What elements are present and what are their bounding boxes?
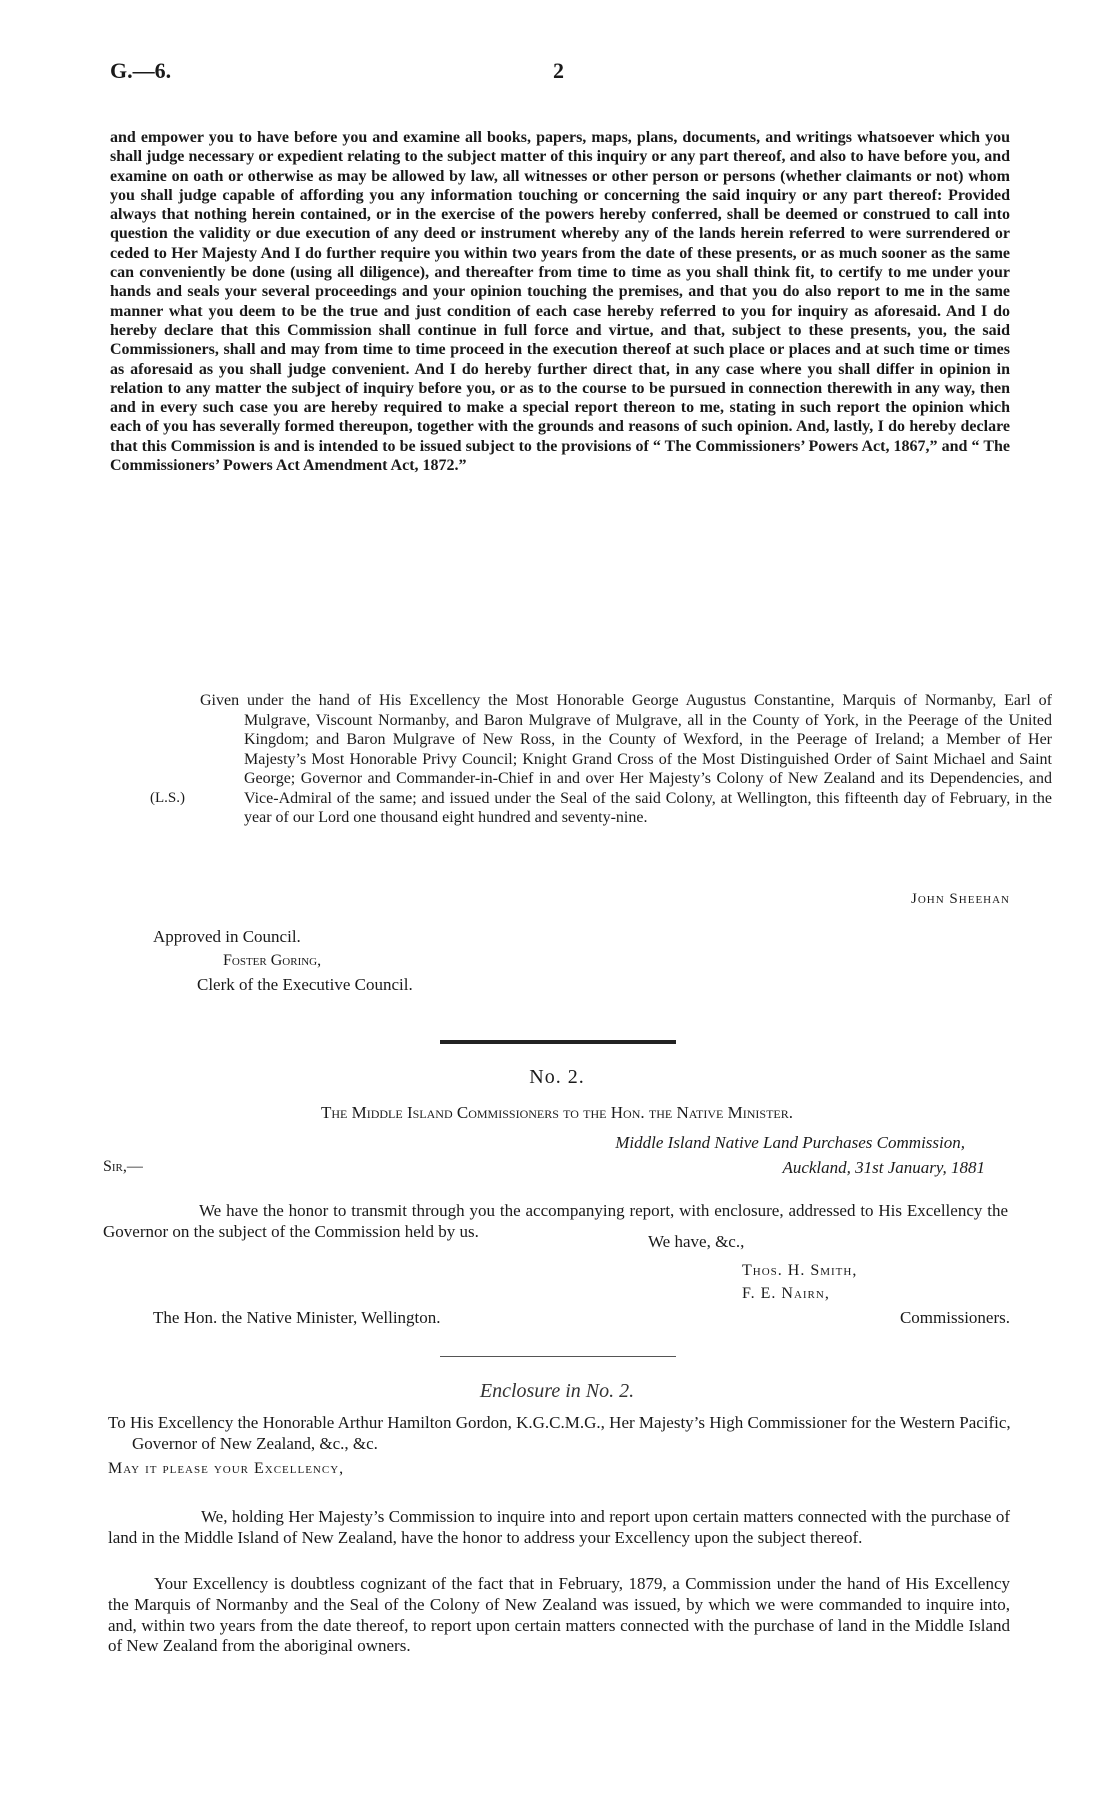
approved-line: Approved in Council. xyxy=(153,927,301,946)
signature-title: Commissioners. xyxy=(899,1308,1010,1327)
letter-place-line1: Middle Island Native Land Purchases Commission, xyxy=(615,1133,965,1152)
enclosure-paragraph-1: We, holding Her Majesty’s Commission to inquire into and report upon certain matters connected with the purchase of land in the Middle Island of New Zealand, have the honor to address your Excellency upon the subject thereof. xyxy=(108,1507,1010,1547)
enclosure-divider xyxy=(440,1356,676,1357)
salutation: Sir,— xyxy=(103,1158,143,1175)
signature-nairn: F. E. Nairn, xyxy=(742,1285,830,1302)
given-under-hand-paragraph: Given under the hand of His Excellency the Most Honorable George Augustus Constantine, Marquis of Normanby, Earl of Mulgrave, Viscount Normanby, and Baron Mulgrave of Mulgrave, all in the County of York, in the Peerage of the United Kingdom; and Baron Mulgrave of New Ross, in the County of Wexford, in the Peerage of Ireland; a Member of Her Majesty’s Most Honorable Privy Council; Knight Grand Cross of the Most Distinguished Order of Saint Michael and Saint George; Governor and Commander-in-Chief in and over Her Majesty’s Colony of New Zealand and its Dependencies, and Vice-Admiral of the same; and issued under the Seal of the said Colony, at Wellington, this fifteenth day of February, in the year of our Lord one thousand eight hundred and seventy-nine. xyxy=(200,692,1052,826)
letter-closing: We have, &c., xyxy=(648,1232,745,1251)
enclosure-addressee: To His Excellency the Honorable Arthur Hamilton Gordon, K.G.C.M.G., Her Majesty’s High Commissioner for the Western Pacific, Governor of New Zealand, &c., &c. xyxy=(108,1413,1011,1453)
section-divider xyxy=(440,1040,676,1044)
enclosure-title: Enclosure in No. 2. xyxy=(479,1380,635,1402)
letter-body: We have the honor to transmit through you the accompanying report, with enclosure, addressed to His Excellency the Governor on the subject of the Commission held by us. xyxy=(103,1201,1008,1241)
letter-heading: The Middle Island Commissioners to the Hon. the Native Minister. xyxy=(320,1103,793,1122)
signature-sheehan: John Sheehan xyxy=(911,891,1010,907)
approved-block xyxy=(153,925,413,997)
seal-mark: (L.S.) xyxy=(150,790,185,806)
enclosure-paragraph-2: Your Excellency is doubtless cognizant of the fact that in February, 1879, a Commission under the hand of His Excellency the Marquis of Normanby and the Seal of the Colony of New Zealand was issued, by which we were commanded to inquire into, and, within two years from the date thereof, to report upon certain matters connected with the purchase of land in the Middle Island of New Zealand from the aboriginal owners. xyxy=(108,1574,1010,1656)
signature-smith: Thos. H. Smith, xyxy=(742,1262,858,1279)
approver-name: Foster Goring, xyxy=(223,952,322,969)
page-number: 2 xyxy=(553,58,564,83)
commission-paragraph: and empower you to have before you and examine all books, papers, maps, plans, documents, and writings whatsoever which you shall judge necessary or expedient relating to the subject matter of this inquiry or any part thereof, and also to have before you, and examine on oath or otherwise as may be allowed by law, all witnesses or other person or persons (whether claimants or not) whom you shall judge capable of affording you any information touching or concerning the said inquiry or any part thereof: Provided always that nothing herein contained, or in the exercise of the powers hereby conferred, shall be deemed or construed to call into question the validity or due execution of any deed or instrument whereby any of the lands herein referred to were surrendered or ceded to Her Majesty And I do further require you within two years from the date of these presents, or as much sooner as the same can conveniently be done (using all diligence), and thereafter from time to time as you shall think fit, to certify to me under your hands and seals your several proceedings and your opinion touching the premises, and that you do also report to me in the same manner what you deem to be the true and just condition of each case hereby referred to you for inquiry as aforesaid. And I do hereby declare that this Commission shall continue in full force and virtue, and that, subject to these presents, you, the said Commissioners, shall and may from time to time proceed in the execution thereof at such place or places and at such time or times as aforesaid as you shall judge convenient. And I do hereby further direct that, in any case where you shall differ in opinion in relation to any matter the subject of inquiry before you, or as to the course to be pursued in connection therewith in any way, then and in every such case you are hereby required to make a special report thereon to me, stating in such report the opinion which each of you has severally formed thereupon, together with the grounds and reasons of such opinion. And, lastly, I do hereby declare that this Commission is and is intended to be issued subject to the provisions of “ The Commissioners’ Powers Act, 1867,” and “ The Commissioners’ Powers Act Amendment Act, 1872.” xyxy=(110,129,1010,475)
page-header xyxy=(110,58,1010,88)
approver-title: Clerk of the Executive Council. xyxy=(197,975,413,994)
letter-number: No. 2. xyxy=(529,1066,585,1088)
document-reference: G.—6. xyxy=(110,58,172,83)
letter-place-line2: Auckland, 31st January, 1881 xyxy=(782,1158,985,1177)
enclosure-salutation: May it please your Excellency, xyxy=(108,1460,345,1477)
letter-addressee: The Hon. the Native Minister, Wellington. xyxy=(153,1308,441,1327)
